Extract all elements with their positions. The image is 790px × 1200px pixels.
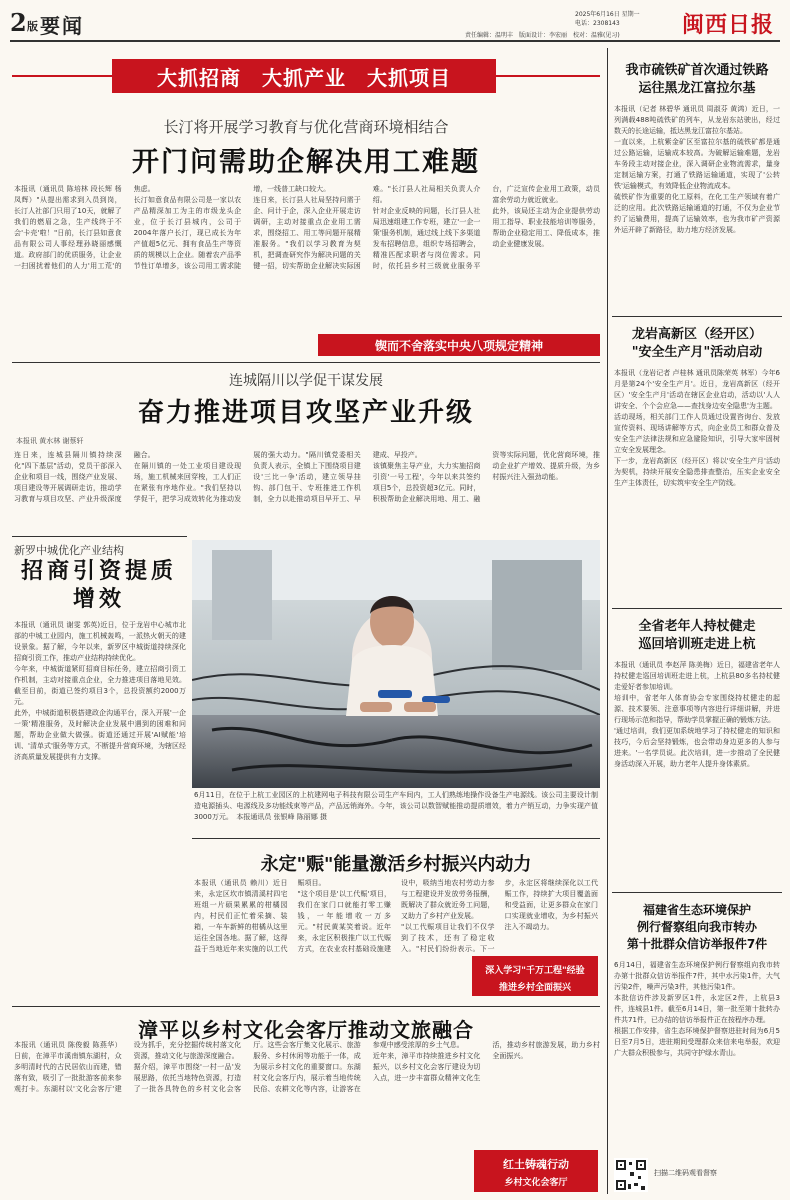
article4-red-box-line2: 推进乡村全面振兴: [498, 983, 571, 993]
article1-body: 本报讯（通讯员 陈培林 段长辉 杨凤辉）"从提出需求到入员到岗，长汀人社部门只用了10天，就解了我们的燃眉之急，生产线终于不会'卡壳'啦！"日前，长汀县如意食品有限公司人事经理孙晓丽感慨道。政府部门的优质服务，让企业一扫困扰着他们的人力'用工荒'的焦虑。 长汀如意食品有限公司是一家以农产品精深加工为主的市级龙头企业，位于长汀县城内，公司于2004年落户长汀，现已成长为年产值超5亿元、拥有食品生产等资质的规模以上企业。随着农产品季节性订单增多，该公司用工需求陡增，一线普工缺口较大。 连日来，长汀县人社局坚持问需于企、问计于企，深入企业开展走访调研，主动对接重点企业用工需求，围绕招工、用工等问题开展精准服务。"我们以学习教育为契机，把调查研究作为解决问题的关键一招，切实帮助企业解决实际困难。"长汀县人社局相关负责人介绍。 针对企业反映的问题，长汀县人社局迅速组建工作专班，建立'一企一策'服务机制，通过线上线下多渠道发布招聘信息，组织专场招聘会，精准匹配求职者与岗位需求。同时，依托县乡村三级就业服务平台，广泛宣传企业用工政策，动员富余劳动力就近就业。 此外，该局还主动为企业提供劳动用工指导、职业技能培训等服务，帮助企业稳定用工、降低成本，推动企业健康发展。: [14, 185, 600, 270]
article5-red-box-line1: 红土铸魂行动: [503, 1158, 569, 1171]
article5-red-box: [474, 1150, 598, 1192]
banner: [12, 58, 600, 94]
article2-byline: 本报讯 黄水林 谢蔡轩: [16, 437, 84, 445]
masthead: [10, 8, 780, 40]
side3-headline-line2: 巡回培训班走进上杭: [638, 637, 756, 652]
side1-body: 本报讯（记者 林碧华 通讯员 周淑芬 黄鸿）近日，一列满载488吨硫铁矿的列车，从龙岩东站驶出，经过数天的长途运输，抵达黑龙江富拉尔基站。 一直以来，上杭紫金矿区至富拉尔基的硫铁矿都是通过公路运输，运输成本较高。为破解运输难题，龙岩车务段主动对接企业，深入调研企业物流需求，量身定制运输方案，打通了铁路运输通道，实现了'公转铁'运输模式，有效降低企业物流成本。 硫铁矿作为重要的化工原料，在化工生产领域有着广泛的应用。此次铁路运输通道的打通，不仅为企业节约了运输费用，提高了运输效率，也为我市矿产资源外运开辟了新路径，助力地方经济发展。: [614, 105, 780, 234]
side3-headline: [612, 618, 782, 654]
article5-red-box-line2: 乡村文化会客厅: [504, 1178, 568, 1188]
photo-credit: 本报通讯员 张银峰 陈丽娜 摄: [236, 813, 328, 821]
column-divider: [607, 48, 608, 1194]
article4-red-box-line1: 深入学习"千万工程"经验: [485, 966, 585, 976]
side4-headline: [612, 902, 782, 953]
article2-body: 连日来，连城县隔川镇持续深化"四下基层"活动，党员干部深入企业和项目一线，围绕产业发展、项目建设等开展调研走访，推动学习教育与项目攻坚、产业升级深度融合。 在隔川镇的一处工业项目建设现场，施工机械来回穿梭，工人们正在紧张有序地作业。"我们坚持以学促干，把学习成效转化为推动发展的强大动力。"隔川镇党委相关负责人表示，全镇上下围绕项目建设'三比一争'活动，建立领导挂钩、部门包干、专班推进工作机制，全力以赴推动项目早开工、早建成、早投产。 该镇聚焦主导产业，大力实施招商引资'一号工程'，今年以来共签约项目5个，总投资超3亿元。同时，积极帮助企业解决用地、用工、融资等实际问题，优化营商环境，推动企业扩产增效、提质升级，为乡村振兴注入强劲动能。: [14, 451, 600, 503]
side3-body: 本报讯（通讯员 李赵萍 陈美梅）近日，福建省老年人持杖健走巡回培训班走进上杭，上杭县80多名持杖健走爱好者参加培训。 培训中，省老年人体育协会专家围绕持杖健走的起源、技术要领、注意事项等内容进行详细讲解，并进行现场示范和指导，帮助学员掌握正确的锻炼方法。 '通过培训，我们更加系统地学习了持杖健走的知识和技巧，今后会坚持锻炼，也会带动身边更多的人参与进来。'一名学员说。此次培训，进一步推动了全民健身活动深入开展，助力老年人提升身体素质。: [614, 661, 780, 768]
article1-headline: 开门问需助企解决用工难题: [132, 147, 480, 178]
side3-headline-line1: 全省老年人持杖健走: [638, 619, 756, 634]
article2-kicker: 连城隔川以学促干谋发展: [229, 373, 383, 389]
divider: [12, 362, 600, 363]
masthead-rule: [10, 40, 780, 42]
article3-body: 本报讯（通讯员 谢雯 郭英)近日，位于龙岩中心城市北部的中城工业园内，施工机械轰鸣，一派热火朝天的建设景象。据了解，今年以来，新罗区中城街道持续深化招商引资工作，推动产业结构持续优化。 今年来，中城街道紧盯招商目标任务，建立招商引资工作机制，主动对接重点企业，全力推进项目落地见效。截至目前，街道已签约项目3个，总投资额约2000万元。 此外，中城街道积极搭建政企沟通平台，深入开展'一企一策'精准服务，及时解决企业发展中遇到的困难和问题，帮助企业做大做强。街道还通过开展'AI赋能'培训、'清单式'服务等方式，不断提升营商环境，为辖区经济高质量发展提供有力支撑。: [14, 621, 186, 761]
banner-box: [112, 59, 496, 93]
factory-photo: [192, 540, 600, 788]
divider: [612, 316, 782, 317]
article1-red-box: [318, 334, 600, 356]
article3-kicker: 新罗中城优化产业结构: [14, 544, 124, 557]
side4-headline-line3: 第十批群众信访举报件7件: [626, 937, 768, 951]
side1-headline-line2: 运往黑龙江富拉尔基: [638, 81, 756, 96]
side4-headline-line1: 福建省生态环境保护: [642, 903, 751, 917]
page-number: 2: [10, 8, 27, 37]
page-unit: 版: [27, 20, 38, 33]
side2-headline-line2: "安全生产月"活动启动: [631, 345, 763, 360]
issue-date: 2025年6月16日 星期一: [575, 11, 640, 18]
banner-text: 大抓招商 大抓产业 大抓项目: [157, 65, 451, 90]
paper-logo: 闽西日报: [682, 12, 775, 38]
article3-headline: 招商引资提质增效: [20, 559, 177, 612]
article1-kicker: 长汀将开展学习教育与优化营商环境相结合: [163, 118, 449, 136]
phone: 电话：2308143: [575, 20, 620, 27]
side4-body: 6月14日，福建省生态环境保护例行督察组向我市转办第十批群众信访举报件7件，其中水污染1件，大气污染2件，噪声污染3件，其他污染1件。 本批信访件涉及新罗区1件，永定区2件，上杭县3件，连城县1件。截至6月14日，第一批至第十批转办件共71件，已办结的信访举报件正在按程序办理。 根据工作安排，省生态环境保护督察进驻时间为6月5日至7月5日，进驻期间受理群众来信来电举报，欢迎广大群众积极参与，共同守护绿水青山。: [614, 961, 780, 1057]
article4-headline: 永定"赈"能量激活乡村振兴内动力: [260, 854, 532, 875]
side1-headline-line1: 我市硫铁矿首次通过铁路: [625, 63, 769, 78]
article2-headline: 奋力推进项目攻坚产业升级: [137, 398, 474, 428]
qr-block: [614, 1158, 780, 1194]
editor-credits: 责任编辑：温明丰 版面设计：李宏丽 校对：温雅(见习): [465, 32, 620, 39]
side2-headline-line1: 龙岩高新区（经开区）: [631, 327, 762, 342]
side2-headline: [612, 326, 782, 362]
section-title: 要闻: [40, 14, 84, 38]
photo-caption: [194, 790, 598, 834]
divider: [612, 892, 782, 893]
article5-body: 本报讯（通讯员 陈俊毅 陈燕华）日前，在漳平市溪南镇东湖村，众多明清时代的古民居依山而建，错落有致，吸引了一批批游客前来参观打卡。东湖村以'文化会客厅'建设为抓手，充分挖掘传统村落文化资源，推动文化与旅游深度融合。 据介绍，漳平市围绕'一村一品'发展思路，依托当地特色资源，打造了一批各具特色的乡村文化会客厅。这些会客厅集文化展示、旅游服务、乡村休闲等功能于一体，成为展示乡村文化的重要窗口。东湖村文化会客厅内，展示着当地传统民俗、农耕文化等内容，让游客在参观中感受浓厚的乡土气息。 近年来，漳平市持续推进乡村文化振兴，以乡村文化会客厅建设为切入点，进一步丰富群众精神文化生活，推动乡村旅游发展，助力乡村全面振兴。: [14, 1041, 600, 1093]
qr-code-icon[interactable]: [614, 1158, 648, 1192]
side1-headline: [612, 62, 782, 98]
side2-body: 本报讯（龙岩记者 卢桂林 通讯员陈荣英 林军）今年6月是第24个'安全生产月'。近日，龙岩高新区（经开区）'安全生产月'活动在辖区企业启动，活动以'人人讲安全、个个会应急——查找身边安全隐患'为主题。 活动现场，相关部门工作人员通过设置咨询台、发放宣传资料、现场讲解等方式，向企业员工和群众普及安全生产法律法规和应急避险知识，引导大家牢固树立安全发展理念。 下一步，龙岩高新区（经开区）将以'安全生产月'活动为契机，持续开展安全隐患排查整治，压实企业安全生产主体责任，切实筑牢安全生产防线。: [614, 369, 780, 487]
article1-red-box-text: 锲而不舍落实中央八项规定精神: [374, 338, 543, 353]
divider: [12, 1006, 600, 1007]
article4-red-box: [472, 956, 598, 996]
divider: [612, 608, 782, 609]
divider: [192, 838, 600, 839]
photo-caption-text: 6月11日，在位于上杭工业园区的上杭建网电子科技有限公司生产车间内，工人们熟练地操作设备生产电源线。该公司主要设计制造电源插头、电源线及多功能线束等产品，产品远销海外。今年，该公司以数智赋能推动提质增效，着力产销互动，力争实现产值3000万元。: [194, 791, 598, 821]
article5-headline: 漳平以乡村文化会客厅推动文旅融合: [138, 1018, 474, 1042]
article4-body: 本报讯（通讯员 赖川）近日来，永定区坎市镇清溪村四宅班组一片硕果累累的柑橘园内，村民们正忙着采摘、装箱，一车车新鲜的柑橘从这里运往全国各地。据了解，这得益于当地近年来实施的以工代赈项目。 "这个项目是'以工代赈'项目，我们在家门口就能打零工赚钱，一年能增收一万多元。"村民黄某笑着说。近年来，永定区积极推广以工代赈方式，在农业农村基础设施建设中，吸纳当地农村劳动力参与工程建设并发放劳务报酬，既解决了群众就近务工问题，又助力了乡村产业发展。 "以工代赈项目让我们不仅学到了技术，还有了稳定收入。"村民们纷纷表示。下一步，永定区将继续深化以工代赈工作，持续扩大项目覆盖面和受益面，让更多群众在家门口实现就业增收，为乡村振兴注入不竭动力。: [194, 879, 598, 953]
side4-headline-line2: 例行督察组向我市转办: [636, 920, 757, 934]
qr-note: 扫描二维码观看督察: [654, 1169, 717, 1177]
divider: [12, 536, 187, 537]
